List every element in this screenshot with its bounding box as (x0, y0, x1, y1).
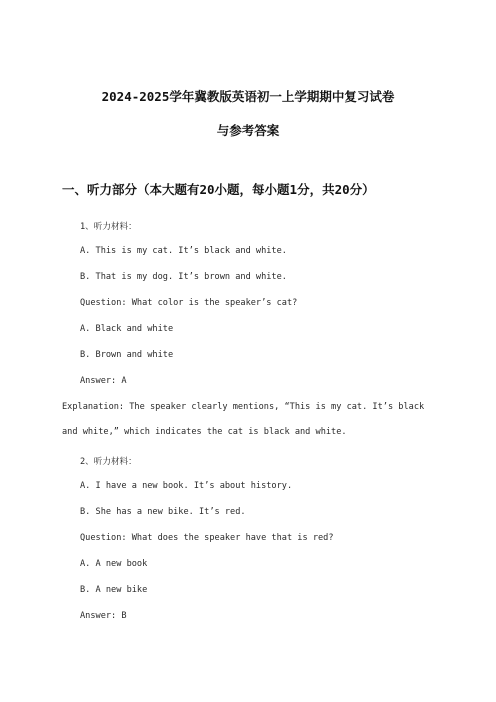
material-line: B. That is my dog. It’s brown and white. (80, 272, 287, 282)
answer-line: Answer: A (80, 376, 127, 386)
section-heading: 一、听力部分（本大题有20小题，每小题1分，共20分） (62, 182, 375, 197)
explanation-text: Explanation: The speaker clearly mentions, “This is my cat. It’s black and white,” which indicates the cat is black and white. (62, 402, 425, 437)
material-line: A. I have a new book. It’s about history. (80, 481, 293, 491)
option-line: B. Brown and white (80, 350, 174, 360)
document-title: 2024-2025学年冀教版英语初一上学期期中复习试卷 (101, 89, 395, 104)
answer-line: Answer: B (80, 611, 127, 621)
question-text: Question: What does the speaker have that is red? (80, 533, 334, 543)
document-subtitle: 与参考答案 (216, 123, 280, 138)
question-text: Question: What color is the speaker’s cat? (80, 298, 298, 308)
question-number: 2、听力材料： (80, 457, 137, 467)
option-line: B. A new bike (80, 585, 148, 595)
option-line: A. A new book (80, 559, 148, 569)
question-number: 1、听力材料： (80, 222, 137, 232)
material-line: A. This is my cat. It’s black and white. (80, 246, 287, 256)
material-line: B. She has a new bike. It’s red. (80, 507, 246, 517)
option-line: A. Black and white (80, 324, 174, 334)
